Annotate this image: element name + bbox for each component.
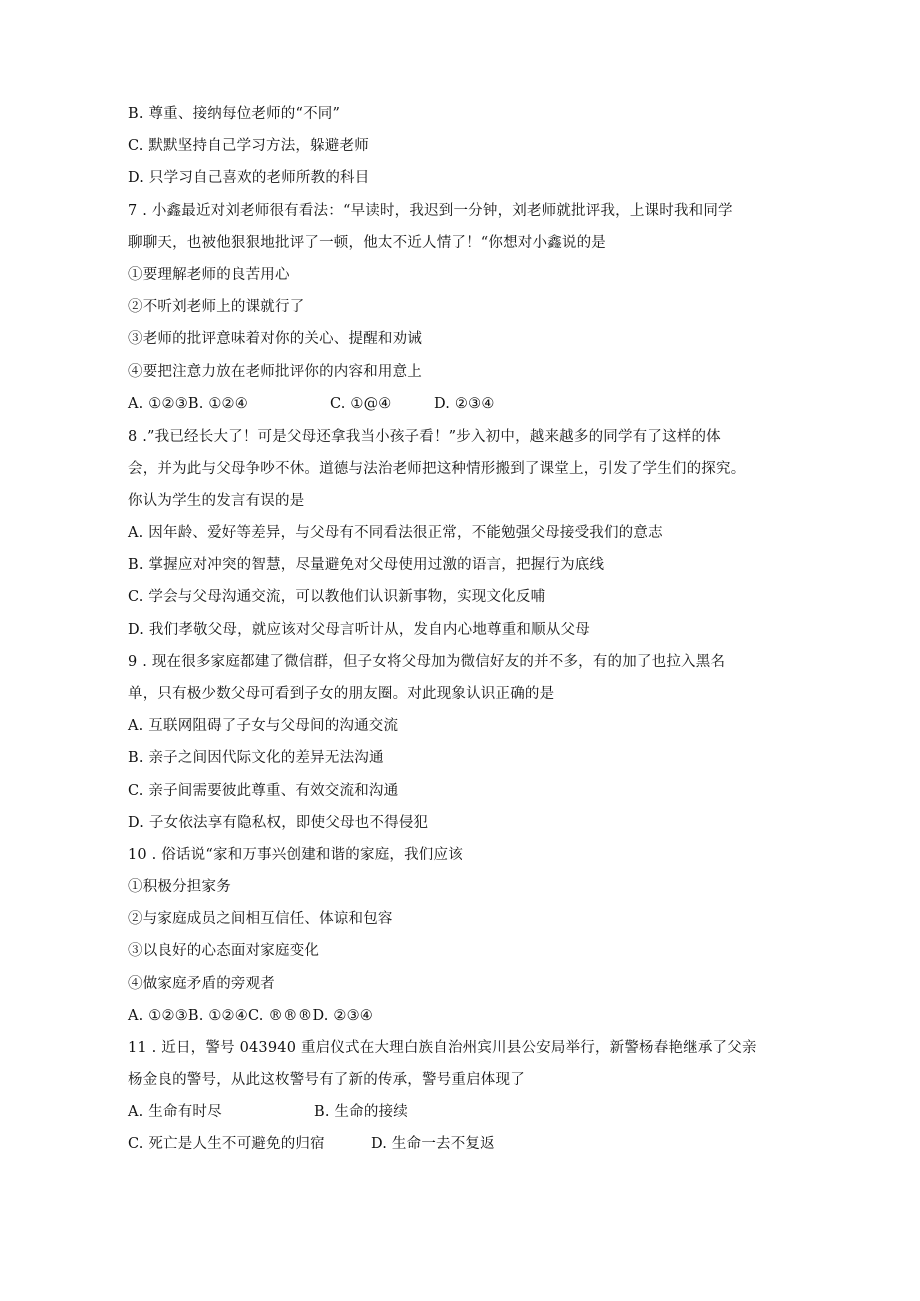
q7-options-ab: A. ①②③B. ①②④ (128, 396, 248, 412)
q9-option-b: B. 亲子之间因代际文化的差异无法沟通 (128, 750, 384, 766)
q10-options: A. ①②③B. ①②④C. ®®®D. ②③④ (128, 1008, 373, 1024)
q7-item-2: ②不听刘老师上的课就行了 (128, 299, 305, 315)
q11-option-d: D. 生命一去不复返 (371, 1136, 495, 1152)
q11-option-a: A. 生命有时尽 (128, 1104, 222, 1120)
q9-stem-line-1: 9 . 现在很多家庭都建了微信群，但子女将父母加为微信好友的并不多，有的加了也拉入黑名 (128, 654, 726, 670)
q10-item-4: ④做家庭矛盾的旁观者 (128, 976, 275, 992)
q7-option-d: D. ②③④ (434, 396, 495, 412)
q11-stem-line-2: 杨金良的警号，从此这枚警号有了新的传承，警号重启体现了 (128, 1072, 525, 1088)
q7-stem-line-1: 7 . 小鑫最近对刘老师很有看法：“早读时，我迟到一分钟，刘老师就批评我，上课时我和同学 (128, 203, 733, 219)
q10-item-2: ②与家庭成员之间相互信任、体谅和包容 (128, 911, 393, 927)
q11-stem-line-1: 11 . 近日，警号 043940 重启仪式在大理白族自治州宾川县公安局举行，新警杨春艳继承了父亲 (128, 1040, 757, 1056)
q9-option-c: C. 亲子间需要彼此尊重、有效交流和沟通 (128, 783, 399, 799)
q8-stem-line-2: 会，并为此与父母争吵不休。道德与法治老师把这种情形搬到了课堂上，引发了学生们的探究。 (128, 461, 746, 477)
q9-stem-line-2: 单，只有极少数父母可看到子女的朋友圈。对此现象认识正确的是 (128, 686, 555, 702)
q9-option-a: A. 互联网阻碍了子女与父母间的沟通交流 (128, 718, 399, 734)
q7-option-c: C. ①@④ (330, 396, 392, 412)
q11-options-row-2 (128, 1134, 495, 1154)
q8-option-d: D. 我们孝敬父母，就应该对父母言听计从，发自内心地尊重和顺从父母 (128, 622, 590, 638)
q8-option-a: A. 因年龄、爱好等差异，与父母有不同看法很正常，不能勉强父母接受我们的意志 (128, 525, 663, 541)
q6-option-d: D. 只学习自己喜欢的老师所教的科目 (128, 170, 370, 186)
q10-stem: 10 . 俗话说“家和万事兴创建和谐的家庭，我们应该 (128, 847, 463, 863)
q6-option-c: C. 默默坚持自己学习方法，躲避老师 (128, 138, 369, 154)
q11-option-c: C. 死亡是人生不可避免的归宿 (128, 1136, 325, 1152)
q8-stem-line-1: 8 .”我已经长大了！可是父母还拿我当小孩子看！”步入初中，越来越多的同学有了这样的体 (128, 429, 721, 445)
q8-option-b: B. 掌握应对冲突的智慧，尽量避免对父母使用过激的语言，把握行为底线 (128, 557, 605, 573)
q6-option-b: B. 尊重、接纳每位老师的“不同” (128, 106, 341, 122)
q7-stem-line-2: 聊聊天，也被他狠狠地批评了一顿，他太不近人情了！“你想对小鑫说的是 (128, 235, 607, 251)
q10-item-3: ③以良好的心态面对家庭变化 (128, 943, 320, 959)
q11-options-row-1 (128, 1102, 408, 1122)
q10-item-1: ①积极分担家务 (128, 879, 231, 895)
q7-item-4: ④要把注意力放在老师批评你的内容和用意上 (128, 364, 422, 380)
q8-option-c: C. 学会与父母沟通交流，可以教他们认识新事物，实现文化反哺 (128, 589, 546, 605)
q7-options (128, 394, 495, 414)
q7-item-3: ③老师的批评意味着对你的关心、提醒和劝诫 (128, 331, 422, 347)
q9-option-d: D. 子女依法享有隐私权，即使父母也不得侵犯 (128, 815, 429, 831)
q8-stem-line-3: 你认为学生的发言有误的是 (128, 493, 305, 509)
q7-item-1: ①要理解老师的良苦用心 (128, 267, 290, 283)
q11-option-b: B. 生命的接续 (314, 1104, 408, 1120)
